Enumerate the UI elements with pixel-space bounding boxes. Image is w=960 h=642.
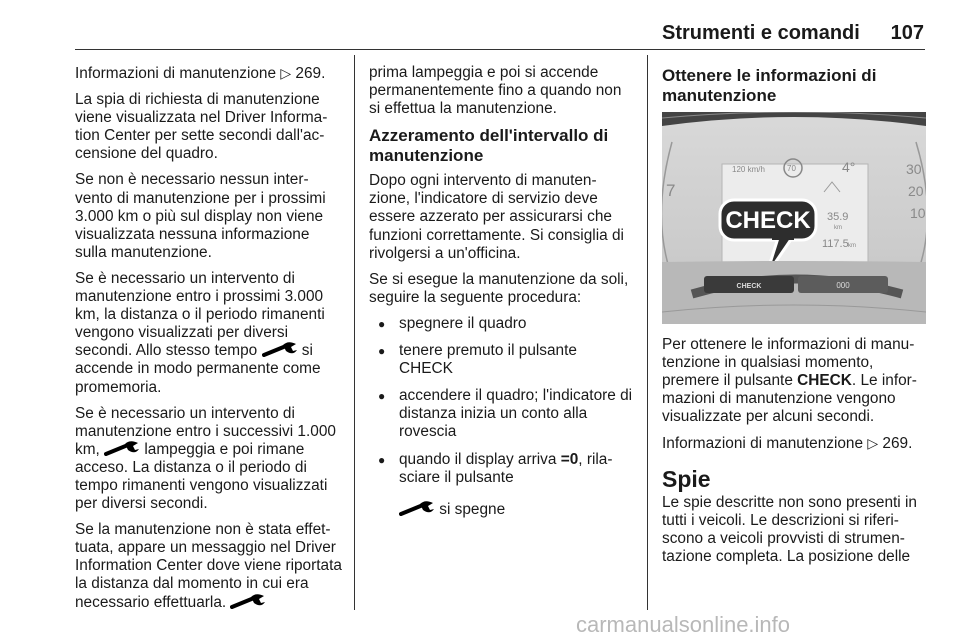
watermark: carmanualsonline.info — [576, 612, 791, 637]
list-item: ● quando il display arriva =0, rila-sciare il pulsante si spegne — [369, 451, 634, 519]
speed-readout: 120 km/h — [732, 165, 765, 174]
trip-distance-1: 35.9 — [827, 211, 849, 223]
paragraph: prima lampeggia e poi si accende permanentemente fino a quando non si effettua la manutenzione. — [369, 64, 622, 118]
check-button-label: CHECK — [736, 283, 762, 290]
paragraph: Per ottenere le informazioni di manu-tenzione in qualsiasi momento, premere il pulsante CHECK. Le infor-mazioni di manutenzione vengono visualizzate per alcuni secondi. — [662, 336, 917, 426]
maintenance-info-ref: Informazioni di manutenzione ▷ 269. — [662, 435, 913, 453]
gauge-label-left: 7 — [666, 181, 676, 200]
trip-distance-1-unit: km — [834, 225, 842, 231]
column-1 — [75, 64, 343, 620]
paragraph: Se la manutenzione non è stata effet-tuata, appare un messaggio nel Driver Information Center dove viene riportata la distanza dal momento in cui era necessario effettuarla. — [75, 521, 342, 611]
wrench-icon — [230, 594, 266, 609]
wrench-icon — [104, 441, 140, 456]
list-item: ● accendere il quadro; l'indicatore di distanza inizia un conto alla rovescia — [369, 387, 634, 441]
header-rule — [75, 49, 925, 50]
list-item: ● spegnere il quadro — [369, 315, 634, 333]
section-heading-spie: Spie — [662, 465, 711, 492]
list-item: ● tenere premuto il pulsante CHECK — [369, 342, 634, 378]
page-number: 107 — [890, 22, 924, 44]
page-header — [662, 22, 924, 52]
wrench-icon — [399, 501, 435, 516]
section-heading-reset: Azzeramento dell'intervallo di manutenzione — [369, 126, 609, 166]
procedure-list — [369, 315, 634, 519]
paragraph: Se è necessario un intervento di manutenzione entro i successivi 1.000 km, lampeggia e poi rimane acceso. La distanza o il periodo di tempo rimanenti vengono visualizzati per diversi secondi. — [75, 404, 336, 513]
trip-distance-2: 117.5 — [822, 238, 849, 250]
page-reference-arrow-icon: ▷ — [867, 435, 879, 452]
paragraph: Se non è necessario nessun inter-vento di manutenzione per i prossimi 3.000 km o più sul display non viene visualizzata nessuna informazione sulla manutenzione. — [75, 171, 326, 261]
trip-distance-2-unit: km — [848, 243, 856, 249]
column-3 — [662, 64, 926, 574]
header-title: Strumenti e comandi — [662, 22, 860, 44]
outside-temperature: 4° — [842, 159, 856, 175]
paragraph: Se si esegue la manutenzione da soli, seguire la seguente procedura: — [369, 270, 629, 306]
paragraph: Le spie descritte non sono presenti in tutti i veicoli. Le descrizioni si riferi-scono a veicoli provvisti di strumen-tazione completa. La posizione delle — [662, 493, 917, 565]
paragraph: Dopo ogni intervento di manuten-zione, l'indicatore di servizio deve essere azzerato per assicurarsi che funzioni correttamente. Si consiglia di rivolgersi a un'officina. — [369, 172, 624, 262]
reset-button-label: 000 — [836, 281, 850, 290]
instrument-cluster-figure — [662, 112, 926, 324]
column-divider-1 — [354, 55, 355, 610]
page-reference-arrow-icon: ▷ — [280, 65, 292, 81]
wrench-icon — [262, 342, 298, 357]
paragraph: La spia di richiesta di manutenzione viene visualizzata nel Driver Informa-tion Center per sette secondi dall'ac-censione del quadro. — [75, 91, 328, 163]
gauge-label-right: 10 — [910, 205, 926, 221]
column-divider-2 — [647, 55, 648, 610]
step-result: si spegne — [399, 501, 634, 519]
check-bubble-label: CHECK — [725, 207, 811, 234]
column-2 — [369, 64, 634, 528]
gauge-label-right: 20 — [908, 183, 924, 199]
paragraph: Se è necessario un intervento di manutenzione entro i prossimi 3.000 km, la distanza o il periodo rimanenti vengono visualizzati per diversi secondi. Allo stesso tempo si accende in modo permanente come promemoria. — [75, 269, 325, 396]
section-heading-get-info: Ottenere le informazioni di manutenzione — [662, 66, 877, 105]
gauge-label-right: 30 — [906, 161, 922, 177]
maintenance-info-ref: Informazioni di manutenzione ▷ 269. — [75, 65, 326, 82]
speed-limit-sign: 70 — [787, 164, 796, 173]
